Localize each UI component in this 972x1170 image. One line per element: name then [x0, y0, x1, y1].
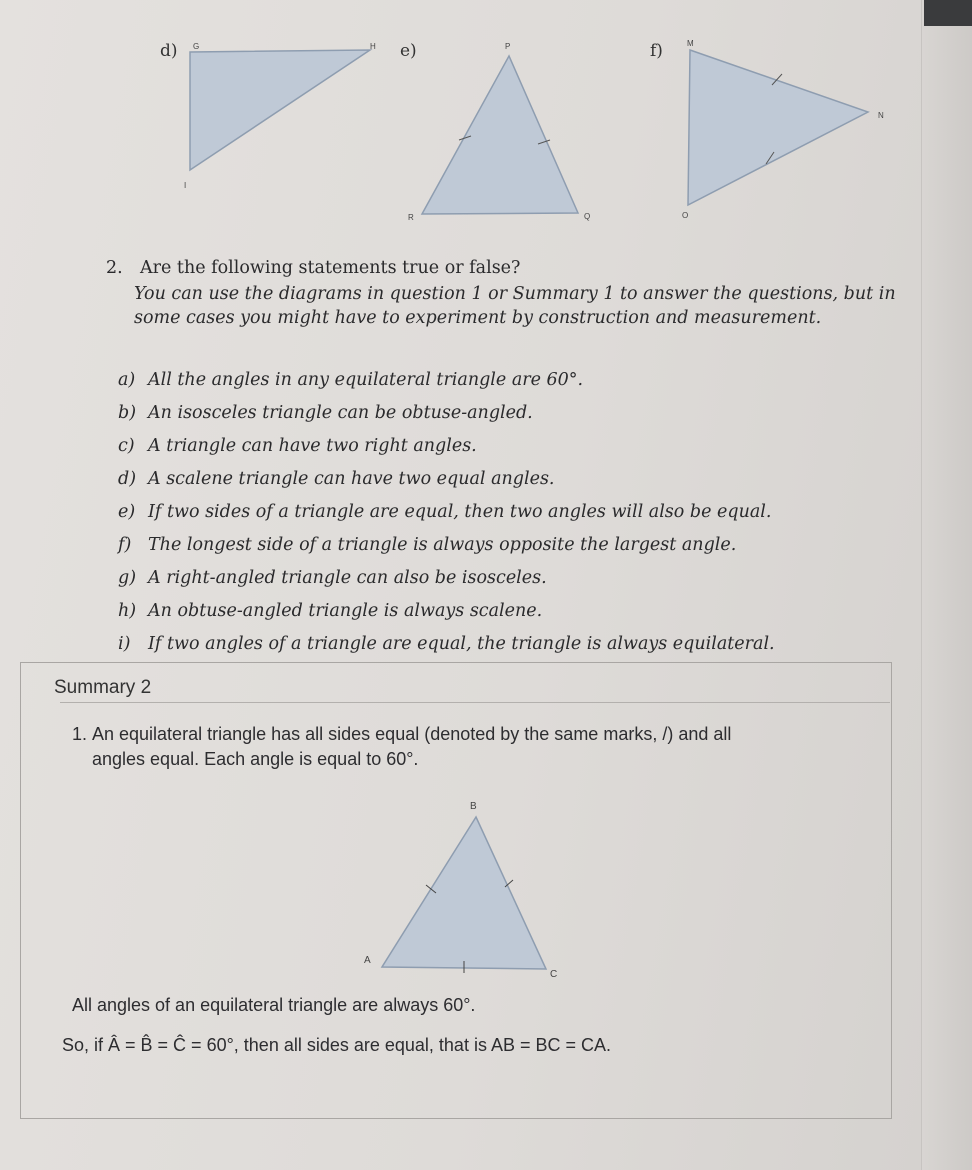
statement-text: An obtuse-angled triangle is always scalene. [148, 601, 543, 621]
statement-letter: f) [118, 535, 132, 555]
statement-letter: e) [118, 502, 136, 522]
summary-point-1 [72, 722, 872, 772]
summary-title: Summary 2 [54, 677, 152, 698]
summary-point-number: 1. [72, 724, 88, 744]
statement-b [118, 403, 878, 436]
figure-f-label: f) [650, 41, 663, 61]
statement-letter: a) [118, 370, 136, 390]
figure-e-label: e) [400, 41, 417, 61]
question-2-number: 2. [106, 258, 123, 278]
statement-text: A scalene triangle can have two equal angles. [148, 469, 555, 489]
statement-letter: c) [118, 436, 135, 456]
figure-d-vertex-i: I [184, 181, 187, 190]
figure-f-vertex-o: O [682, 211, 689, 220]
diagram-vertex-a: A [364, 955, 371, 966]
statement-letter: g) [118, 568, 137, 588]
equilateral-triangle [382, 817, 546, 969]
diagram-vertex-b: B [470, 801, 477, 812]
summary-point-1-line-1: An equilateral triangle has all sides equal (denoted by the same marks, /) and all [92, 724, 732, 744]
question-2-heading [106, 258, 906, 278]
statement-text: If two sides of a triangle are equal, then two angles will also be equal. [148, 502, 772, 522]
summary-point-1-line-2: angles equal. Each angle is equal to 60°. [92, 749, 419, 769]
diagram-vertex-c: C [550, 969, 558, 980]
figure-d-vertex-h: H [370, 42, 376, 51]
figure-f-triangle [688, 50, 868, 205]
statement-letter: i) [118, 634, 131, 654]
question-2 [106, 258, 906, 330]
summary-divider [60, 702, 890, 703]
figure-d-vertex-g: G [193, 42, 200, 51]
question-2-heading-text: Are the following statements true or false? [140, 258, 521, 278]
figure-e-triangle [422, 56, 578, 214]
summary-converse-statement: So, if Â = B̂ = Ĉ = 60°, then all sides are equal, that is AB = BC = CA. [62, 1035, 611, 1055]
statement-list [118, 370, 878, 667]
statement-text: A triangle can have two right angles. [148, 436, 477, 456]
statement-text: An isosceles triangle can be obtuse-angled. [148, 403, 533, 423]
question-2-instruction: You can use the diagrams in question 1 or Summary 1 to answer the questions, but in some cases you might have to experiment by construction and measurement. [134, 284, 896, 328]
figure-f-vertex-m: M [687, 39, 694, 48]
statement-letter: h) [118, 601, 137, 621]
figure-e-vertex-q: Q [584, 212, 591, 221]
figure-e-vertex-r: R [408, 213, 414, 222]
statement-g [118, 568, 878, 601]
statement-text: The longest side of a triangle is always opposite the largest angle. [148, 535, 737, 555]
statement-e [118, 502, 878, 535]
statement-a [118, 370, 878, 403]
figure-f-vertex-n: N [878, 111, 884, 120]
figure-d-triangle [190, 50, 370, 170]
statement-f [118, 535, 878, 568]
statement-letter: d) [118, 469, 137, 489]
statement-d [118, 469, 878, 502]
figure-e-vertex-p: P [505, 42, 511, 51]
equilateral-diagram [340, 795, 580, 990]
summary-angles-statement: All angles of an equilateral triangle are always 60°. [72, 995, 476, 1015]
statement-c [118, 436, 878, 469]
question-1-figures [0, 0, 972, 240]
statement-h [118, 601, 878, 634]
statement-letter: b) [118, 403, 137, 423]
statement-text: All the angles in any equilateral triangle are 60°. [148, 370, 584, 390]
statement-text: A right-angled triangle can also be isosceles. [148, 568, 547, 588]
statement-text: If two angles of a triangle are equal, the triangle is always equilateral. [148, 634, 775, 654]
figure-d-label: d) [160, 41, 178, 61]
